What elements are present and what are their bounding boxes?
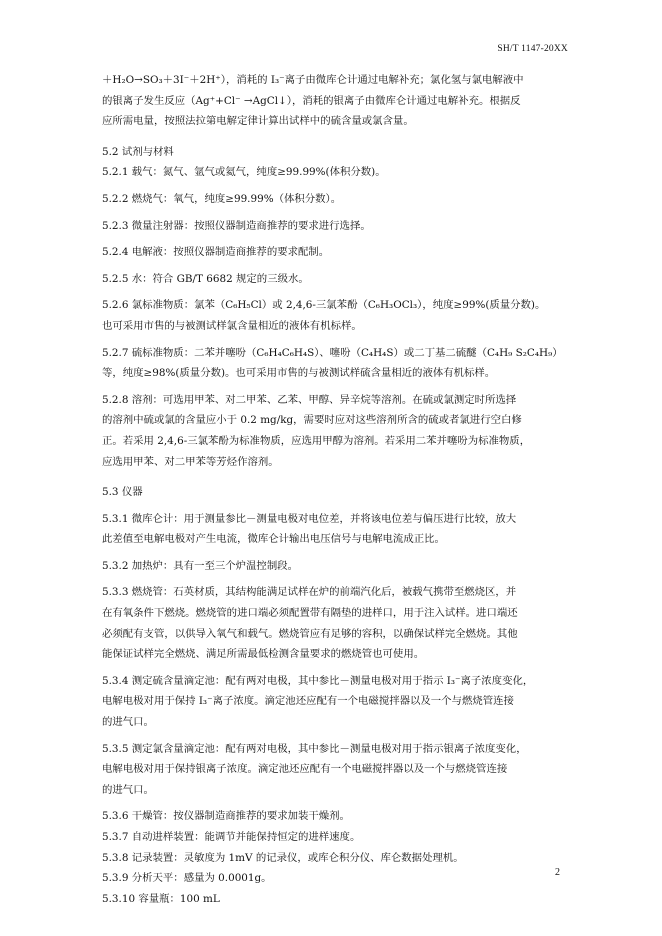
clause-line: 正。若采用 2,4,6-三氯苯酚为标准物质，应选用甲醇为溶剂。若采用二苯并噻吩为标准物质， <box>102 434 531 447</box>
clause-5-3-3 <box>102 582 568 664</box>
clause-line: 5.2.8 溶剂：可选用甲苯、对二甲苯、乙苯、甲醇、异辛烷等溶剂。在硫或氯测定时所选择 <box>102 393 517 406</box>
clause-line: 5.3.1 微库仑计：用于测量参比－测量电极对电位差，并将该电位差与偏压进行比较，放大 <box>102 512 517 525</box>
section-heading-5-2: 5.2 试剂与材料 <box>102 145 174 158</box>
intro-line: ＋H₂O→SO₃＋3I⁻＋2H⁺），消耗的 I₃⁻离子由微库仑计通过电解补充；氯化氢与氯电解液中 <box>102 74 524 86</box>
clause-5-2-2: 5.2.2 燃烧气：氧气，纯度≥99.99%（体积分数）。 <box>102 192 342 205</box>
clause-line: 的溶剂中硫或氯的含量应小于 0.2 mg/kg，需要时应对这些溶剂所含的硫或者氯进行空白修 <box>102 414 522 427</box>
clause-5-2-5: 5.2.5 水：符合 GB/T 6682 规定的三级水。 <box>102 272 309 285</box>
clause-line: 的进气口。 <box>102 783 154 796</box>
clause-line: 的进气口。 <box>102 716 154 729</box>
clause-5-2-3: 5.2.3 微量注射器：按照仪器制造商推荐的要求进行选择。 <box>102 219 371 232</box>
clause-5-3-1 <box>102 509 568 550</box>
clause-5-3-10: 5.3.10 容量瓶：100 mL <box>102 892 220 905</box>
clause-5-3-2: 5.3.2 加热炉：具有一至三个炉温控制段。 <box>102 559 298 572</box>
clause-5-3-4 <box>102 671 568 733</box>
intro-line: 的银离子发生反应（Ag⁺+Cl⁻ →AgCl↓），消耗的银离子由微库仑计通过电解补充。根据反 <box>102 94 521 107</box>
clause-5-2-8 <box>102 390 568 472</box>
clause-line: 5.3.5 测定氯含量滴定池：配有两对电极，其中参比－测量电极对用于指示银离子浓度变化， <box>102 742 527 755</box>
clause-line: 能保证试样完全燃烧、满足所需最低检测含量要求的燃烧管也可使用。 <box>102 648 425 661</box>
clause-line: 等，纯度≥98%(质量分数)。也可采用市售的与被测试样硫含量相近的液体有机标样。 <box>102 367 496 380</box>
section-heading-5-3: 5.3 仪器 <box>102 486 143 499</box>
clause-line: 电解电极对用于保持银离子浓度。滴定池还应配有一个电磁搅拌器以及一个与燃烧管连接 <box>102 763 508 776</box>
intro-line: 应所需电量，按照法拉第电解定律计算出试样中的硫含量或氯含量。 <box>102 115 414 128</box>
clause-5-3-9: 5.3.9 分析天平：感量为 0.0001g。 <box>102 872 272 885</box>
clause-5-3-5 <box>102 739 568 801</box>
clause-line: 应选用甲苯、对二甲苯等芳烃作溶剂。 <box>102 455 279 468</box>
clause-line: 此差值至电解电极对产生电流，微库仑计输出电压信号与电解电流成正比。 <box>102 533 445 546</box>
clause-line: 5.2.6 氯标准物质：氯苯（C₆H₅Cl）或 2,4,6-三氯苯酚（C₆H₃OCl₃），纯度≥99%(质量分数)。 <box>102 299 546 312</box>
clause-line: 5.3.3 燃烧管：石英材质，其结构能满足试样在炉的前端汽化后，被载气携带至燃烧区，并 <box>102 586 517 599</box>
clause-5-2-7 <box>102 343 568 384</box>
clause-line: 5.3.4 测定硫含量滴定池：配有两对电极，其中参比－测量电极对用于指示 I₃⁻离子浓度变化， <box>102 674 534 687</box>
clause-5-3-6: 5.3.6 干燥管：按仪器制造商推荐的要求加装干燥剂。 <box>102 810 350 823</box>
clause-5-3-8: 5.3.8 记录装置：灵敏度为 1mV 的记录仪，或库仑积分仪、库仑数据处理机。 <box>102 851 464 864</box>
clause-5-2-6 <box>102 295 568 336</box>
clause-line: 电解电极对用于保持 I₃⁻离子浓度。滴定池还应配有一个电磁搅拌器以及一个与燃烧管连接 <box>102 695 514 708</box>
clause-line: 在有氧条件下燃烧。燃烧管的进口端必须配置带有隔垫的进样口，用于注入试样。进口端还 <box>102 607 518 620</box>
page-number: 2 <box>555 867 560 878</box>
clause-line: 5.2.7 硫标准物质：二苯并噻吩（C₆H₄C₆H₄S）、噻吩（C₄H₄S）或二丁基二硫醚（C₄H₉ S₂C₄H₉） <box>102 346 563 359</box>
clause-5-3-7: 5.3.7 自动进样装置：能调节并能保持恒定的进样速度。 <box>102 831 361 843</box>
clause-line: 必须配有支管，以供导入氧气和载气。燃烧管应有足够的容积，以确保试样完全燃烧。其他 <box>102 627 518 640</box>
clause-line: 也可采用市售的与被测试样氯含量相近的液体有机标样。 <box>102 319 362 332</box>
standard-code-header: SH/T 1147-20XX <box>497 44 568 54</box>
clause-5-2-1: 5.2.1 载气：氮气、氩气或氦气，纯度≥99.99%(体积分数)。 <box>102 166 386 179</box>
clause-5-2-4: 5.2.4 电解液：按照仪器制造商推荐的要求配制。 <box>102 246 330 259</box>
document-body <box>102 70 568 909</box>
